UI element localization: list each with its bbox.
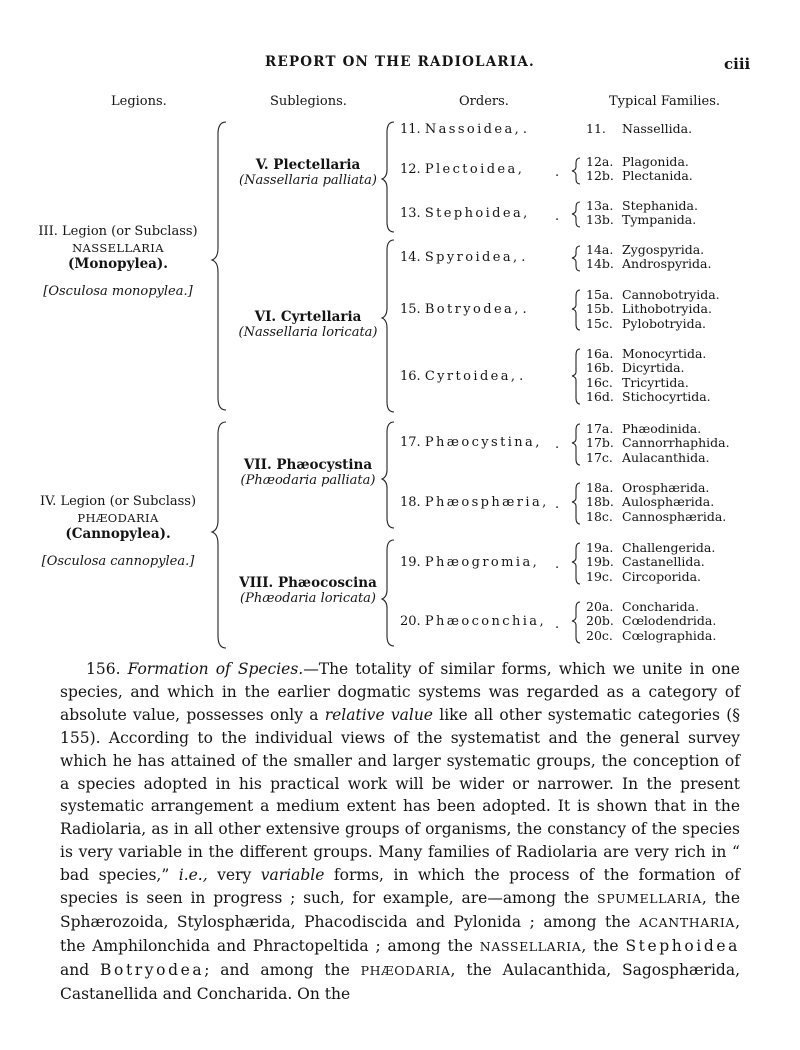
section-number: 156.: [86, 660, 128, 678]
family-row: [586, 155, 693, 169]
separator-dot: .: [555, 437, 560, 452]
order-name: Cyrtoidea: [424, 369, 511, 384]
family-list: [586, 243, 711, 272]
order-number: 15.: [400, 302, 421, 317]
order-name: Phæogromia: [424, 555, 533, 570]
text-run: —The totality of similar forms, which we unite in one species, and which in the earlier dogmatic systems was regarded as a category of absolute value, possesses only a: [60, 660, 740, 724]
taxon-smallcaps: NASSELLARIA: [479, 938, 582, 954]
order-row: [400, 302, 527, 317]
order-name: Plectoidea: [424, 162, 518, 177]
family-number: 13a.: [586, 198, 614, 213]
order-name: Botryodea: [424, 302, 515, 317]
family-number: 19a.: [586, 540, 614, 555]
separator-dot: .: [555, 165, 560, 180]
col-head-legions: Legions.: [111, 94, 167, 109]
text-italic: relative value: [324, 705, 433, 724]
family-number: 14a.: [586, 242, 614, 257]
separator-dot: .: [555, 497, 560, 512]
family-list: [586, 199, 698, 228]
family-list: [586, 481, 726, 524]
family-number: 15b.: [586, 301, 614, 317]
family-number: 17b.: [586, 435, 614, 451]
text-run: forms, in which the process of the formation of species is seen in progress ; such, for example, are—among the: [60, 866, 741, 908]
family-name: Plectanida.: [622, 168, 693, 184]
family-name: Phæodinida.: [622, 421, 702, 436]
family-number: 12b.: [586, 168, 614, 184]
order-row: [400, 555, 537, 570]
family-row: [586, 376, 711, 390]
order-number: 16.: [400, 369, 421, 384]
order-row: [400, 206, 527, 221]
legion-line: III. Legion (or Subclass): [38, 224, 198, 239]
col-head-families: Typical Families.: [609, 94, 721, 109]
family-row: [586, 257, 711, 271]
taxon-smallcaps: ACANTHARIA: [638, 914, 736, 930]
family-number: 16c.: [586, 374, 613, 390]
family-number: 18a.: [586, 480, 614, 495]
family-name: Dicyrtida.: [622, 360, 685, 376]
family-row: [586, 555, 715, 569]
sublegion-name: VII. Phæocystina: [243, 457, 373, 473]
family-row: [586, 288, 720, 302]
sublegion-cyrtellaria: [228, 310, 388, 340]
family-name: Circoporida.: [622, 568, 701, 584]
sublegion-note: (Phæodaria palliata): [240, 473, 376, 488]
paragraph: [60, 658, 740, 1006]
order-number: 19.: [400, 555, 421, 570]
family-number: 16d.: [586, 388, 614, 404]
page-number: ciii: [724, 55, 751, 73]
family-name: Cœlodendrida.: [622, 613, 717, 629]
family-list: [586, 347, 711, 404]
text-italic: variable: [260, 866, 325, 885]
taxon-smallcaps: PHÆODARIA: [360, 962, 451, 978]
text-run: and: [60, 960, 101, 979]
family-row: [586, 422, 730, 436]
family-number: 19b.: [586, 554, 614, 570]
family-name: Castanellida.: [622, 554, 705, 570]
family-row: [586, 213, 698, 227]
family-name: Zygospyrida.: [622, 242, 705, 257]
family-number: 12a.: [586, 154, 614, 169]
family-name: Cœlographida.: [622, 627, 717, 643]
family-number: 11.: [586, 121, 606, 136]
family-number: 18c.: [586, 508, 613, 524]
family-row: [586, 481, 726, 495]
legion-line: IV. Legion (or Subclass): [39, 494, 197, 509]
sublegion-plectellaria: [228, 158, 388, 188]
family-row: [586, 495, 726, 509]
family-number: 20c.: [586, 627, 613, 643]
sublegion-name: VI. Cyrtellaria: [254, 309, 362, 325]
sublegion-note: (Nassellaria palliata): [239, 173, 377, 188]
family-name: Concharida.: [622, 599, 700, 614]
text-run: , the: [581, 936, 626, 955]
running-head: REPORT ON THE RADIOLARIA.: [265, 54, 535, 70]
family-list: [586, 122, 692, 136]
sublegion-name: VIII. Phæocoscina: [239, 575, 377, 591]
order-number: 18.: [400, 495, 421, 510]
order-number: 11.: [400, 122, 421, 137]
order-dots: , .: [510, 369, 524, 384]
family-row: [586, 436, 730, 450]
family-number: 17a.: [586, 421, 614, 436]
family-name: Lithobotryida.: [622, 301, 712, 317]
family-name: Pylobotryida.: [622, 315, 707, 331]
taxon-smallcaps: SPUMELLARIA: [597, 891, 702, 907]
order-dots: ,: [542, 495, 547, 510]
col-head-orders: Orders.: [459, 94, 509, 109]
sublegion-phaeocoscina: [228, 576, 388, 606]
order-name: Stephoidea: [424, 206, 524, 221]
legion-phaeodaria: [28, 494, 208, 570]
legion-alt-name: [Osculosa cannopylea.]: [41, 554, 195, 569]
family-row: [586, 614, 716, 628]
text-italic: i.e.,: [178, 866, 208, 885]
family-name: Stephanida.: [622, 198, 698, 213]
order-name: Nassoidea: [424, 122, 515, 137]
family-number: 18b.: [586, 494, 614, 510]
family-name: Cannosphærida.: [622, 508, 727, 524]
family-number: 16b.: [586, 360, 614, 376]
family-number: 17c.: [586, 449, 613, 465]
family-name: Nassellida.: [622, 121, 693, 136]
legion-group: (Cannopylea).: [65, 526, 171, 542]
order-number: 20.: [400, 614, 421, 629]
legion-group: (Monopylea).: [68, 256, 168, 272]
family-row: [586, 629, 716, 643]
order-number: 13.: [400, 206, 421, 221]
order-name: Phæoconchia: [424, 614, 540, 629]
family-row: [586, 510, 726, 524]
text-run: like all other systematic categories (§ 155). According to the individual views of the systematist and the general survey which he has attained of the smaller and larger systematic groups, the conception of a species adopted in his practical work will be wider or narrower. In the present systematic arrangement a medium extent has been adopted. It is shown that in the Radiolaria, as in all other extensive groups of organisms, the constancy of the species is very variable in the different groups. Many families of Radiolaria are very rich in “ bad species,”: [60, 705, 740, 885]
family-name: Challengerida.: [622, 540, 716, 555]
family-list: [586, 541, 715, 584]
family-number: 16a.: [586, 346, 614, 361]
order-dots: , .: [514, 122, 528, 137]
family-row: [586, 347, 711, 361]
col-head-sublegions: Sublegions.: [270, 94, 347, 109]
family-list: [586, 422, 730, 465]
family-row: [586, 390, 711, 404]
section-title: Formation of Species.: [127, 660, 304, 678]
order-row: [400, 250, 525, 265]
sublegion-note: (Nassellaria loricata): [238, 325, 378, 340]
text-run: ; and among the: [204, 960, 361, 979]
taxon-spaced: Stephoidea: [625, 936, 740, 955]
text-run: , the Sphærozoida, Stylosphærida, Phacodiscida and Pylonida ; among the: [60, 889, 740, 931]
separator-dot: .: [555, 617, 560, 632]
order-number: 14.: [400, 250, 421, 265]
separator-dot: .: [555, 557, 560, 572]
order-dots: ,: [532, 555, 537, 570]
order-dots: , .: [512, 250, 526, 265]
family-name: Tricyrtida.: [622, 374, 689, 390]
family-number: 14b.: [586, 256, 614, 272]
taxon-spaced: Botryodea: [100, 960, 205, 979]
family-row: [586, 451, 730, 465]
order-name: Phæocystina: [424, 435, 536, 450]
separator-dot: .: [555, 209, 560, 224]
order-name: Spyroidea: [424, 250, 513, 265]
legion-alt-name: [Osculosa monopylea.]: [43, 284, 193, 299]
text-run: , the Aulacanthida, Sagosphærida, Castanellida and Concharida. On the: [60, 960, 741, 1003]
family-row: [586, 600, 716, 614]
family-name: Aulacanthida.: [622, 449, 710, 465]
family-row: [586, 570, 715, 584]
order-row: [400, 122, 527, 137]
family-row: [586, 169, 693, 183]
order-dots: ,: [535, 435, 540, 450]
family-number: 20a.: [586, 599, 614, 614]
family-number: 15a.: [586, 287, 614, 302]
family-name: Cannobotryida.: [622, 287, 720, 302]
family-name: Orosphærida.: [622, 480, 710, 495]
order-row: [400, 369, 523, 384]
family-name: Stichocyrtida.: [622, 388, 711, 404]
sublegion-phaeocystina: [228, 458, 388, 488]
family-name: Androspyrida.: [622, 256, 712, 272]
order-dots: ,: [539, 614, 544, 629]
family-name: Cannorrhaphida.: [622, 435, 730, 451]
family-list: [586, 288, 720, 331]
family-row: [586, 122, 692, 136]
family-row: [586, 302, 720, 316]
order-row: [400, 435, 539, 450]
legion-name: NASSELLARIA: [72, 241, 164, 255]
family-number: 13b.: [586, 212, 614, 228]
family-name: Aulosphærida.: [622, 494, 715, 510]
family-list: [586, 155, 693, 184]
family-list: [586, 600, 716, 643]
family-name: Monocyrtida.: [622, 346, 707, 361]
order-name: Phæosphæria: [424, 495, 543, 510]
family-row: [586, 541, 715, 555]
order-dots: , .: [514, 302, 527, 317]
order-row: [400, 614, 544, 629]
family-row: [586, 243, 711, 257]
family-row: [586, 317, 720, 331]
text-run: very: [207, 866, 261, 885]
order-dots: ,: [523, 206, 528, 221]
family-number: 19c.: [586, 568, 613, 584]
order-dots: ,: [517, 162, 522, 177]
section-156-text: [60, 658, 740, 1006]
legion-name: PHÆODARIA: [77, 511, 159, 525]
sublegion-name: V. Plectellaria: [255, 157, 361, 173]
family-name: Tympanida.: [622, 212, 697, 228]
family-row: [586, 199, 698, 213]
order-row: [400, 162, 522, 177]
family-row: [586, 361, 711, 375]
order-number: 12.: [400, 162, 421, 177]
family-name: Plagonida.: [622, 154, 689, 169]
order-number: 17.: [400, 435, 421, 450]
sublegion-note: (Phæodaria loricata): [240, 591, 376, 606]
legion-nassellaria: [28, 224, 208, 300]
family-number: 20b.: [586, 613, 614, 629]
family-number: 15c.: [586, 315, 613, 331]
text-run: , the Amphilonchida and Phractopeltida ; among the: [60, 912, 740, 955]
order-row: [400, 495, 546, 510]
